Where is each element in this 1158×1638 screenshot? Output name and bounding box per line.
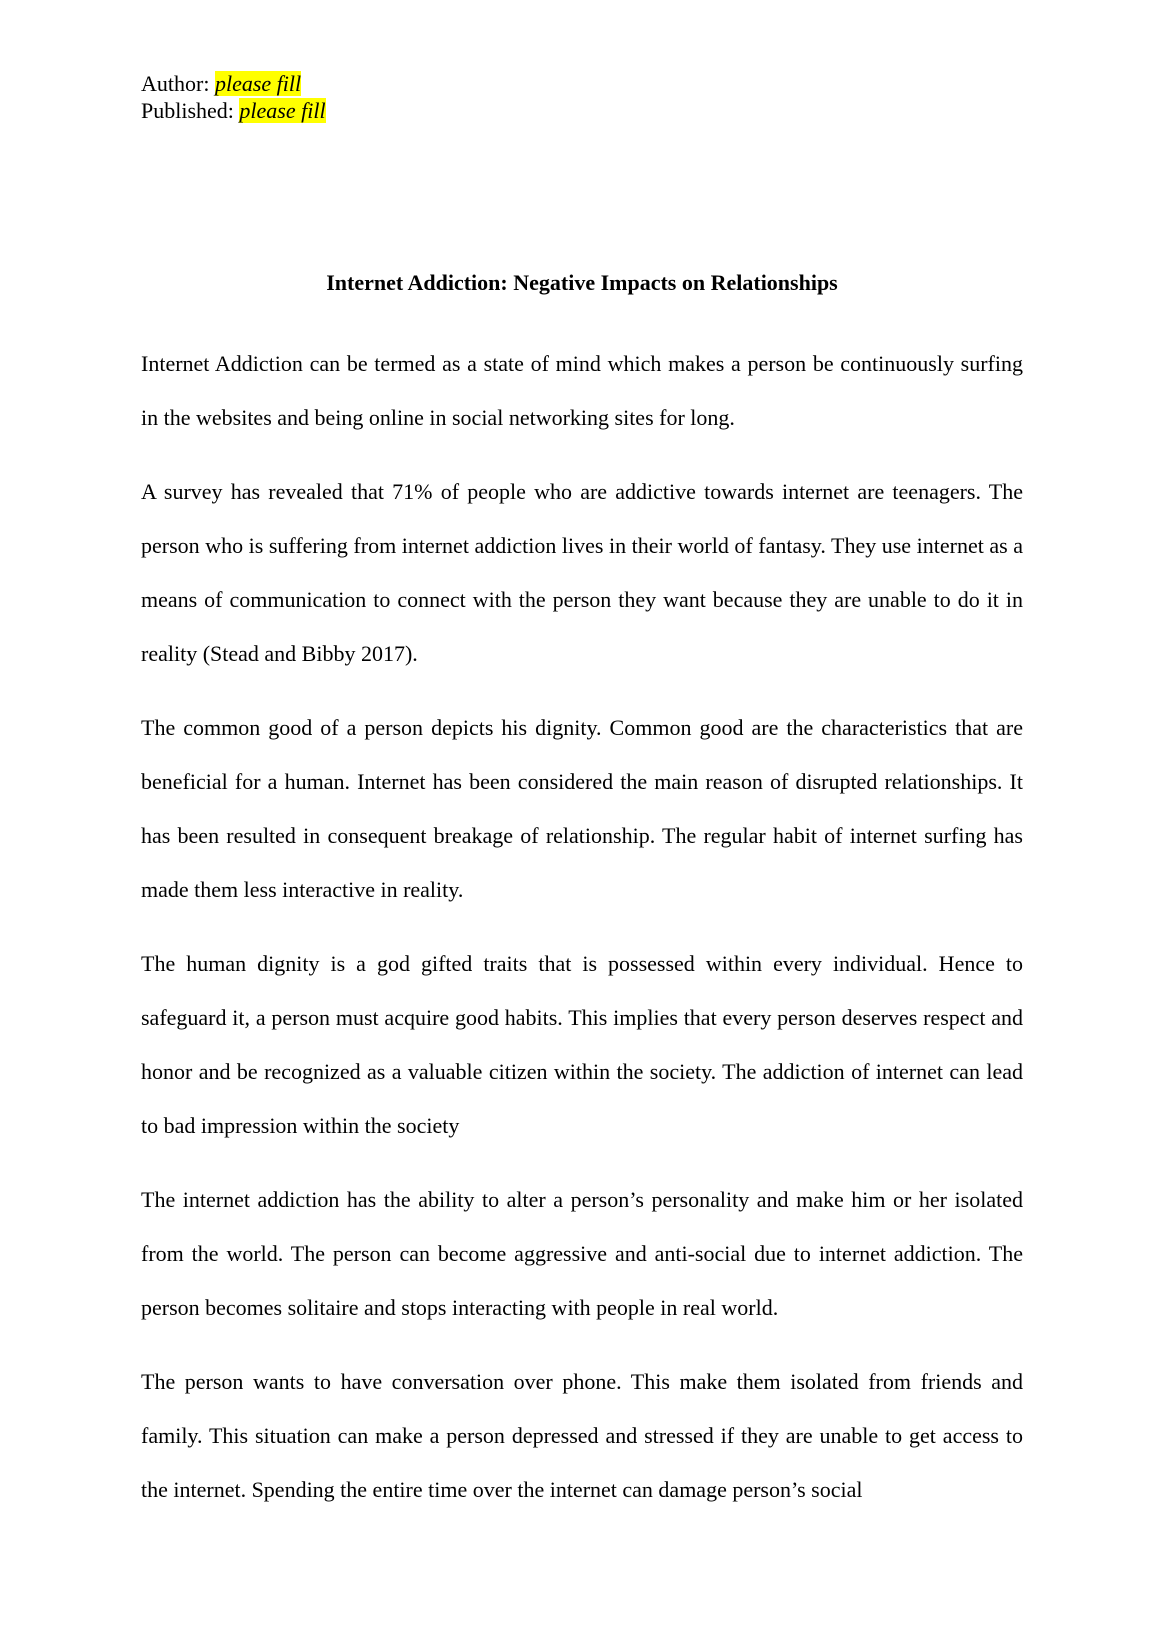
document-meta — [141, 70, 326, 124]
paragraph-6: The person wants to have conversation over phone. This make them isolated from friends and family. This situation can make a person depressed and stressed if they are unable to get access to the internet. Spending the entire time over the internet can damage person’s social — [141, 1369, 1023, 1502]
author-line — [141, 70, 326, 97]
published-label: Published: — [141, 98, 234, 123]
paragraph-2: A survey has revealed that 71% of people who are addictive towards internet are teenagers. The person who is suffering from internet addiction lives in their world of fantasy. They use internet as a means of communication to connect with the person they want because they are unable to do it in reality (Stead and Bibby 2017). — [141, 479, 1023, 666]
paragraph-3: The common good of a person depicts his dignity. Common good are the characteristics that are beneficial for a human. Internet has been considered the main reason of disrupted relationships. It has been resulted in consequent breakage of relationship. The regular habit of internet surfing has made them less interactive in reality. — [141, 715, 1023, 902]
author-label: Author: — [141, 71, 210, 96]
document-title: Internet Addiction: Negative Impacts on Relationships — [326, 270, 838, 295]
published-value: please fill — [239, 98, 326, 123]
document-body — [141, 337, 1023, 1537]
paragraph-5: The internet addiction has the ability to alter a person’s personality and make him or her isolated from the world. The person can become aggressive and anti-social due to internet addiction. The person becomes solitaire and stops interacting with people in real world. — [141, 1187, 1023, 1320]
author-value: please fill — [214, 71, 302, 96]
paragraph-4: The human dignity is a god gifted traits that is possessed within every individual. Hence to safeguard it, a person must acquire good habits. This implies that every person deserves respect and honor and be recognized as a valuable citizen within the society. The addiction of internet can lead to bad impression within the society — [141, 951, 1023, 1138]
published-line — [141, 97, 326, 124]
paragraph-1: Internet Addiction can be termed as a state of mind which makes a person be continuously surfing in the websites and being online in social networking sites for long. — [141, 351, 1023, 430]
